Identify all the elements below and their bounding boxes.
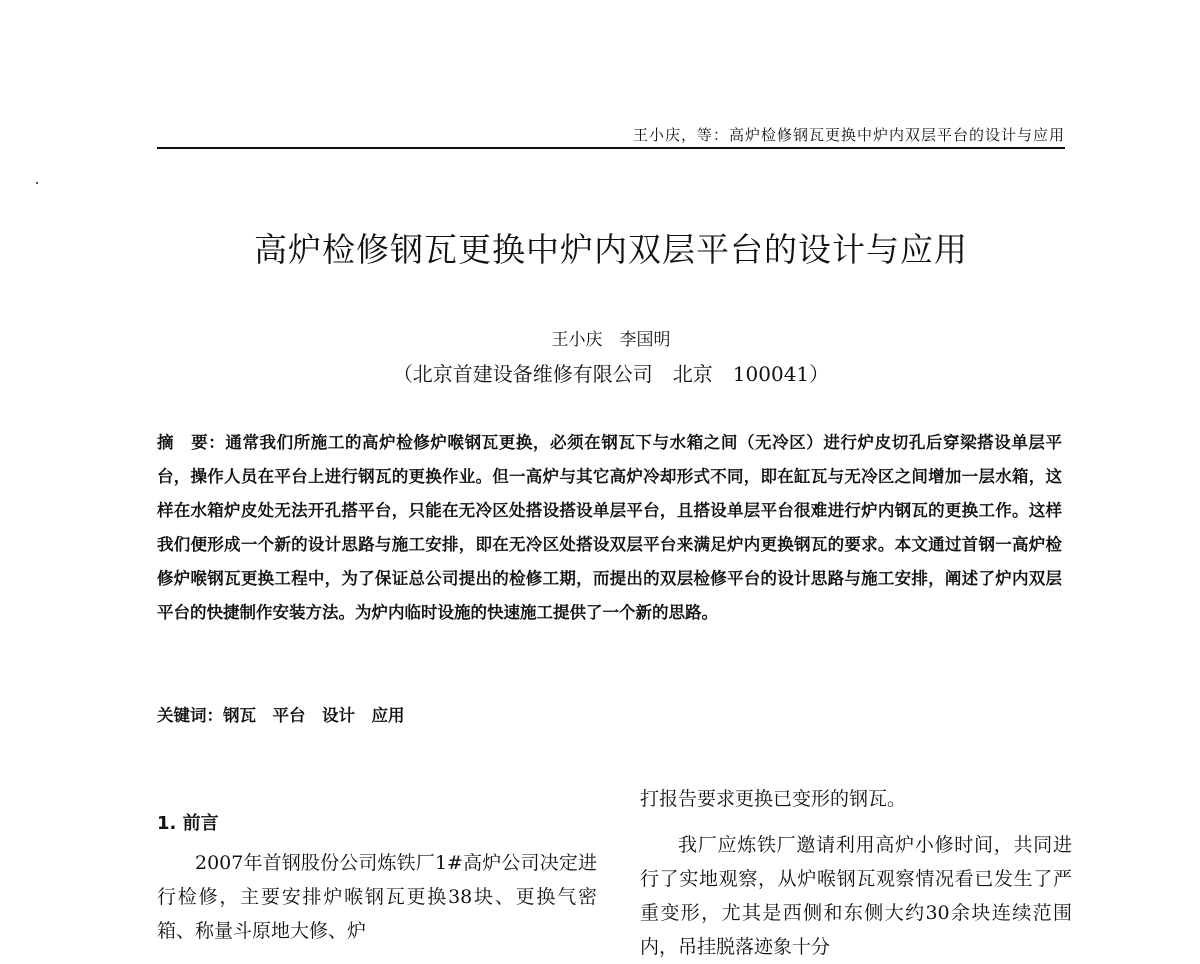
keywords-text: 钢瓦 平台 设计 应用 bbox=[223, 706, 405, 725]
body-column-left bbox=[157, 782, 597, 948]
author-list: 王小庆 李国明 bbox=[551, 330, 671, 350]
body-paragraph: 我厂应炼铁厂邀请利用高炉小修时间，共同进行了实地观察，从炉喉钢瓦观察情况看已发生了严重变形，尤其是西侧和东侧大约30余块连续范围内，吊挂脱落迹象十分 bbox=[640, 834, 1072, 958]
header-rule bbox=[157, 147, 1065, 149]
affiliation: （北京首建设备维修有限公司 北京 100041） bbox=[392, 362, 830, 386]
paper-title: 高炉检修钢瓦更换中炉内双层平台的设计与应用 bbox=[254, 230, 968, 269]
abstract bbox=[157, 426, 1062, 630]
body-paragraph-continuation: 打报告要求更换已变形的钢瓦。 bbox=[640, 788, 907, 810]
scan-speck bbox=[36, 182, 38, 184]
abstract-label: 摘 要： bbox=[157, 433, 226, 452]
section-heading-introduction: 1. 前言 bbox=[157, 813, 219, 834]
keywords bbox=[157, 702, 1062, 726]
abstract-text: 通常我们所施工的高炉检修炉喉钢瓦更换，必须在钢瓦下与水箱之间（无冷区）进行炉皮切孔后穿梁搭设单层平台，操作人员在平台上进行钢瓦的更换作业。但一高炉与其它高炉冷却形式不同，即在缸瓦与无冷区之间增加一层水箱，这样在水箱炉皮处无法开孔搭平台，只能在无冷区处搭设搭设单层平台，且搭设单层平台很难进行炉内钢瓦的更换工作。这样我们便形成一个新的设计思路与施工安排，即在无冷区处搭设双层平台来满足炉内更换钢瓦的要求。本文通过首钢一高炉检修炉喉钢瓦更换工程中，为了保证总公司提出的检修工期，而提出的双层检修平台的设计思路与施工安排，阐述了炉内双层平台的快捷制作安装方法。为炉内临时设施的快速施工提供了一个新的思路。 bbox=[157, 433, 1063, 622]
running-header: 王小庆，等：高炉检修钢瓦更换中炉内双层平台的设计与应用 bbox=[632, 126, 1065, 144]
body-paragraph: 2007年首钢股份公司炼铁厂1#高炉公司决定进行检修，主要安排炉喉钢瓦更换38块、更换气密箱、称量斗原地大修、炉 bbox=[157, 852, 597, 942]
keywords-label: 关键词： bbox=[157, 706, 223, 725]
body-column-right bbox=[640, 782, 1072, 964]
